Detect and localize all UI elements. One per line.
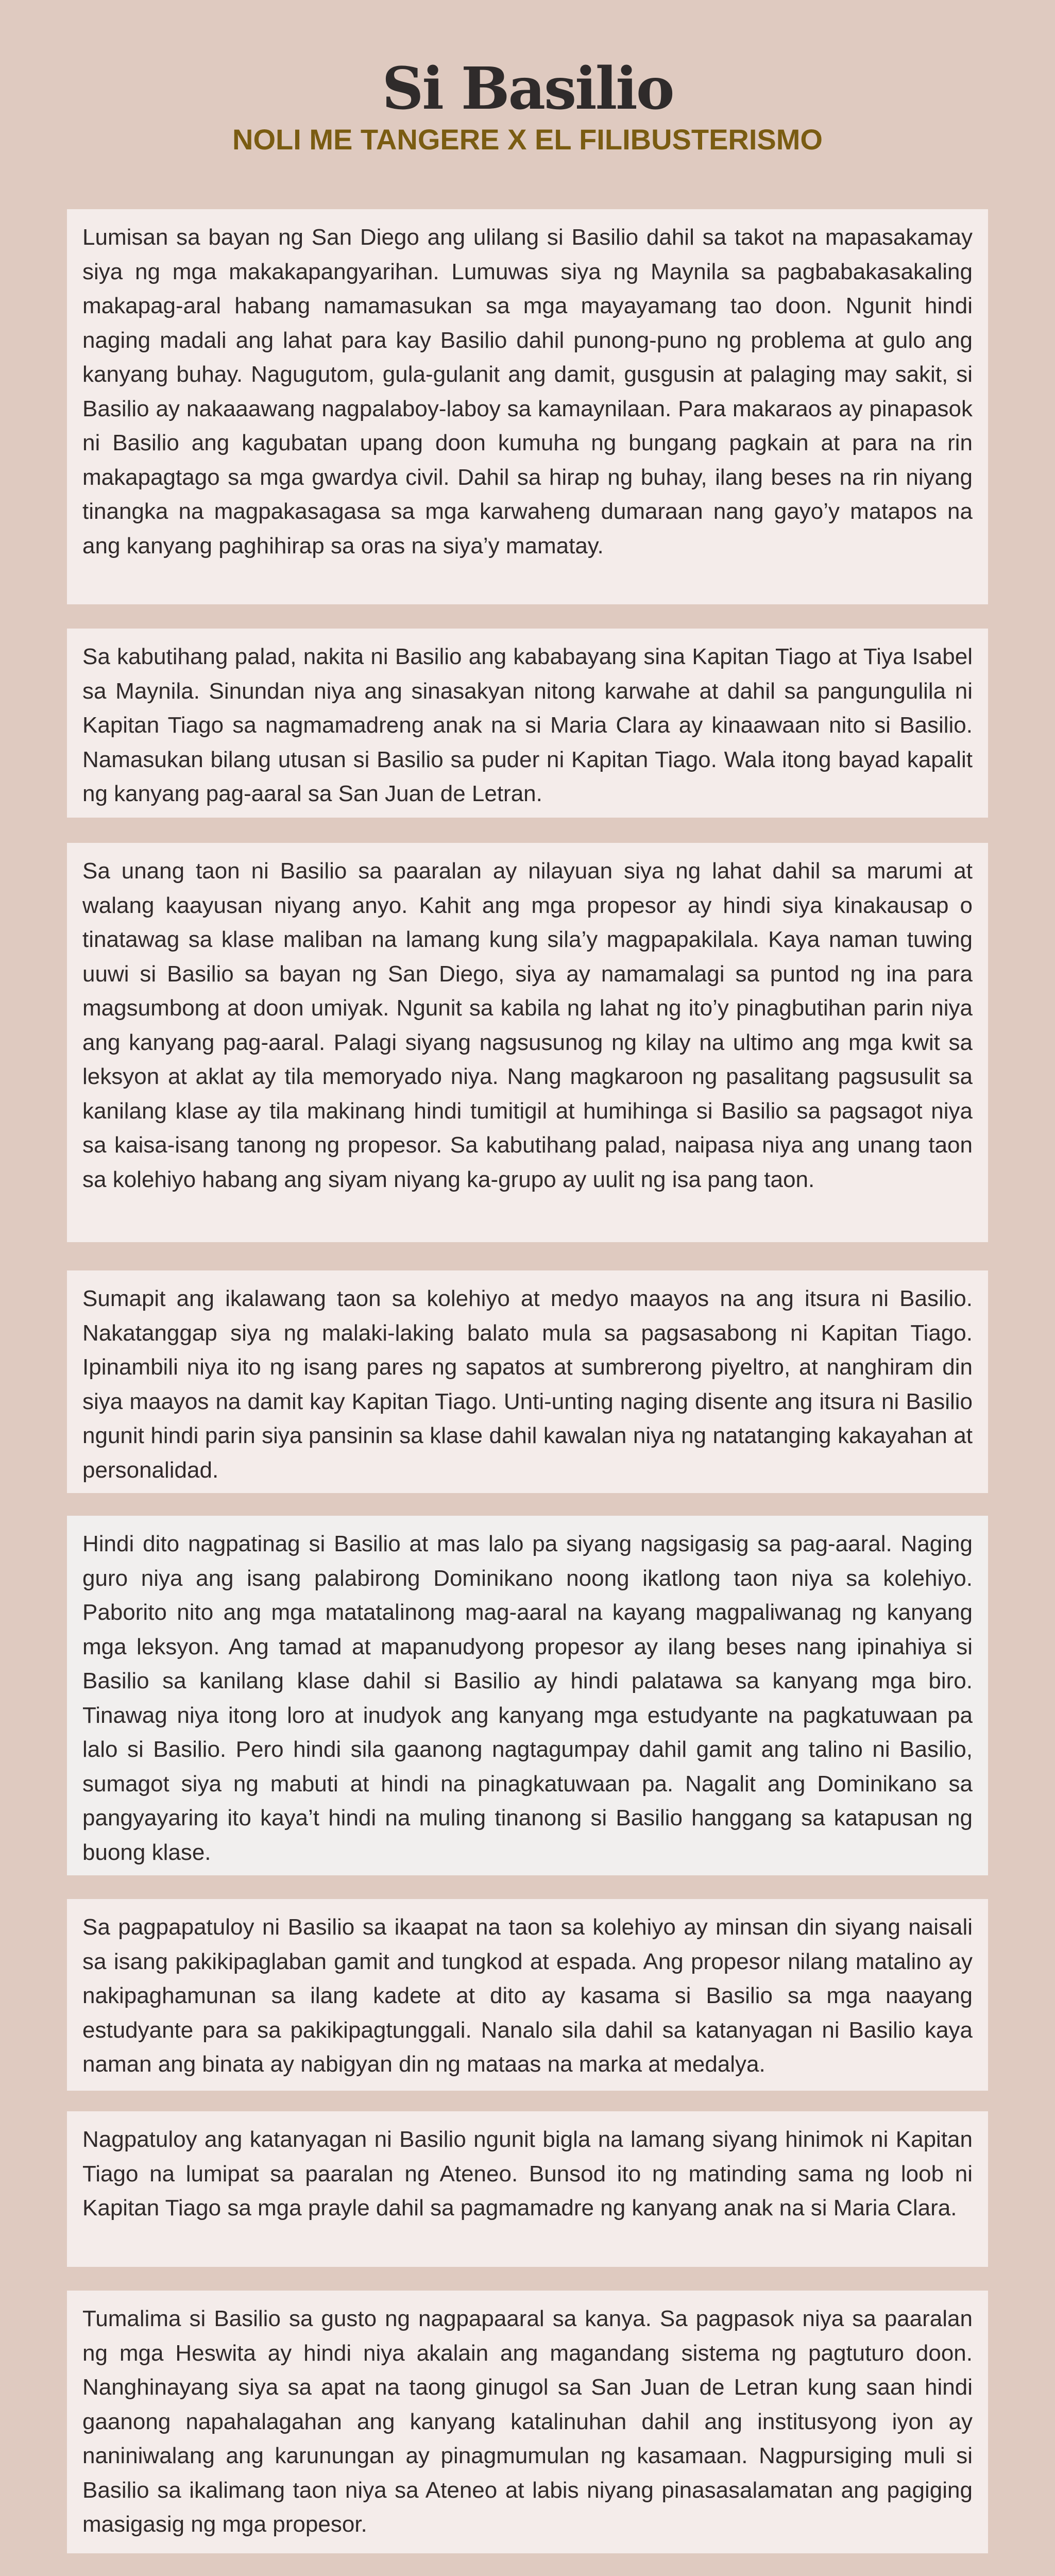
page-subtitle: NOLI ME TANGERE X EL FILIBUSTERISMO bbox=[232, 123, 823, 156]
paragraph-text-3: Sa unang taon ni Basilio sa paaralan ay nilayuan siya ng lahat dahil sa marumi at walang kaayusan niyang anyo. Kahit ang mga propesor ay hindi siya kinakausap o tinatawag sa klase maliban na lamang kung sila’y magpapakilala. Kaya naman tuwing uuwi si Basilio sa bayan ng San Diego, siya ay namamalagi sa puntod ng ina para magsumbong at doon umiyak. Ngunit sa kabila ng lahat ng ito’y pinagbutihan parin niya ang kanyang pag-aaral. Palagi siyang nagsusunog ng kilay na ultimo ang mga kwit sa leksyon at aklat ay tila memoryado niya. Nang magkaroon ng pasalitang pagsusulit sa kanilang klase ay tila makinang hindi tumitigil at humihinga si Basilio sa pagsagot niya sa kaisa-isang tanong ng propesor. Sa kabutihang palad, naipasa niya ang unang taon sa kolehiyo habang ang siyam niyang ka-grupo ay uulit ng isa pang taon. bbox=[82, 858, 973, 1192]
paragraph-card-4 bbox=[67, 1270, 988, 1493]
paragraph-text-8: Tumalima si Basilio sa gusto ng nagpapaaral sa kanya. Sa pagpasok niya sa paaralan ng mga Heswita ay hindi niya akalain ang magandang sistema ng pagtuturo doon. Nanghinayang siya sa apat na taong ginugol sa San Juan de Letran kung saan hindi gaanong napahalagahan ang kanyang katalinuhan dahil ang institusyong iyon ay naniniwalang ang karunungan ay pinagmumulan ng kasamaan. Nagpursiging muli si Basilio sa ikalimang taon niya sa Ateneo at labis niyang pinasasalamatan ang pagiging masigasig ng mga propesor. bbox=[82, 2306, 973, 2537]
paragraph-card-5 bbox=[67, 1516, 988, 1875]
page-title: Si Basilio bbox=[382, 55, 673, 123]
paragraph-text-2: Sa kabutihang palad, nakita ni Basilio ang kababayang sina Kapitan Tiago at Tiya Isabel sa Maynila. Sinundan niya ang sinasakyan nitong karwahe at dahil sa pangungulila ni Kapitan Tiago sa nagmamadreng anak na si Maria Clara ay kinaawaan nito si Basilio. Namasukan bilang utusan si Basilio sa puder ni Kapitan Tiago. Wala itong bayad kapalit ng kanyang pag-aaral sa San Juan de Letran. bbox=[82, 644, 973, 806]
paragraph-text-6: Sa pagpapatuloy ni Basilio sa ikaapat na taon sa kolehiyo ay minsan din siyang naisali sa isang pakikipaglaban gamit and tungkod at espada. Ang propesor nilang matalino ay nakipaghamunan sa ilang kadete at dito ay kasama si Basilio sa mga naayang estudyante para sa pakikipagtunggali. Nanalo sila dahil sa katanyagan ni Basilio kaya naman ang binata ay nabigyan din ng mataas na marka at medalya. bbox=[82, 1914, 973, 2077]
paragraph-text-5: Hindi dito nagpatinag si Basilio at mas lalo pa siyang nagsigasig sa pag-aaral. Naging guro niya ang isang palabirong Dominikano noong ikatlong taon niya sa kolehiyo. Paborito nito ang mga matatalinong mag-aaral na kayang magpaliwanag ng kanyang mga leksyon. Ang tamad at mapanudyong propesor ay ilang beses nang ipinahiya si Basilio sa kanilang klase dahil si Basilio ay hindi palatawa sa kanyang mga biro. Tinawag niya itong loro at inudyok ang kanyang mga estudyante na pagkatuwaan pa lalo si Basilio. Pero hindi sila gaanong nagtagumpay dahil gamit ang talino ni Basilio, sumagot siya ng mabuti at hindi na pinagkatuwaan pa. Nagalit ang Dominikano sa pangyayaring ito kaya’t hindi na muling tinanong si Basilio hanggang sa katapusan ng buong klase. bbox=[82, 1531, 973, 1865]
paragraph-card-1 bbox=[67, 209, 988, 604]
paragraph-card-7 bbox=[67, 2111, 988, 2267]
paragraph-text-4: Sumapit ang ikalawang taon sa kolehiyo at medyo maayos na ang itsura ni Basilio. Nakatanggap siya ng malaki-laking balato mula sa pagsasabong ni Kapitan Tiago. Ipinambili niya ito ng isang pares ng sapatos at sumbrerong piyeltro, at nanghiram din siya maayos na damit kay Kapitan Tiago. Unti-unting naging disente ang itsura ni Basilio ngunit hindi parin siya pansinin sa klase dahil kawalan niya ng natatanging kakayahan at personalidad. bbox=[82, 1286, 973, 1483]
paragraph-card-6 bbox=[67, 1899, 988, 2091]
paragraph-card-8 bbox=[67, 2291, 988, 2553]
paragraph-text-7: Nagpatuloy ang katanyagan ni Basilio ngunit bigla na lamang siyang hinimok ni Kapitan Tiago na lumipat sa paaralan ng Ateneo. Bunsod ito ng matinding sama ng loob ni Kapitan Tiago sa mga prayle dahil sa pagmamadre ng kanyang anak na si Maria Clara. bbox=[82, 2127, 973, 2221]
paragraph-card-2 bbox=[67, 629, 988, 818]
paragraph-card-3 bbox=[67, 843, 988, 1242]
paragraph-text-1: Lumisan sa bayan ng San Diego ang ulilang si Basilio dahil sa takot na mapasakamay siya ng mga makakapangyarihan. Lumuwas siya ng Maynila sa pagbabakasakaling makapag-aral habang namamasukan sa mga mayayamang tao doon. Ngunit hindi naging madali ang lahat para kay Basilio dahil punong-puno ng problema at gulo ang kanyang buhay. Nagugutom, gula-gulanit ang damit, gusgusin at palaging may sakit, si Basilio ay nakaaawang nagpalaboy-laboy sa kamaynilaan. Para makaraos ay pinapasok ni Basilio ang kagubatan upang doon kumuha ng bungang pagkain at para na rin makapagtago sa mga gwardya civil. Dahil sa hirap ng buhay, ilang beses na rin niyang tinangka na magpakasagasa sa mga karwaheng dumaraan nang gayo’y matapos na ang kanyang paghihirap sa oras na siya’y mamatay. bbox=[82, 225, 973, 558]
